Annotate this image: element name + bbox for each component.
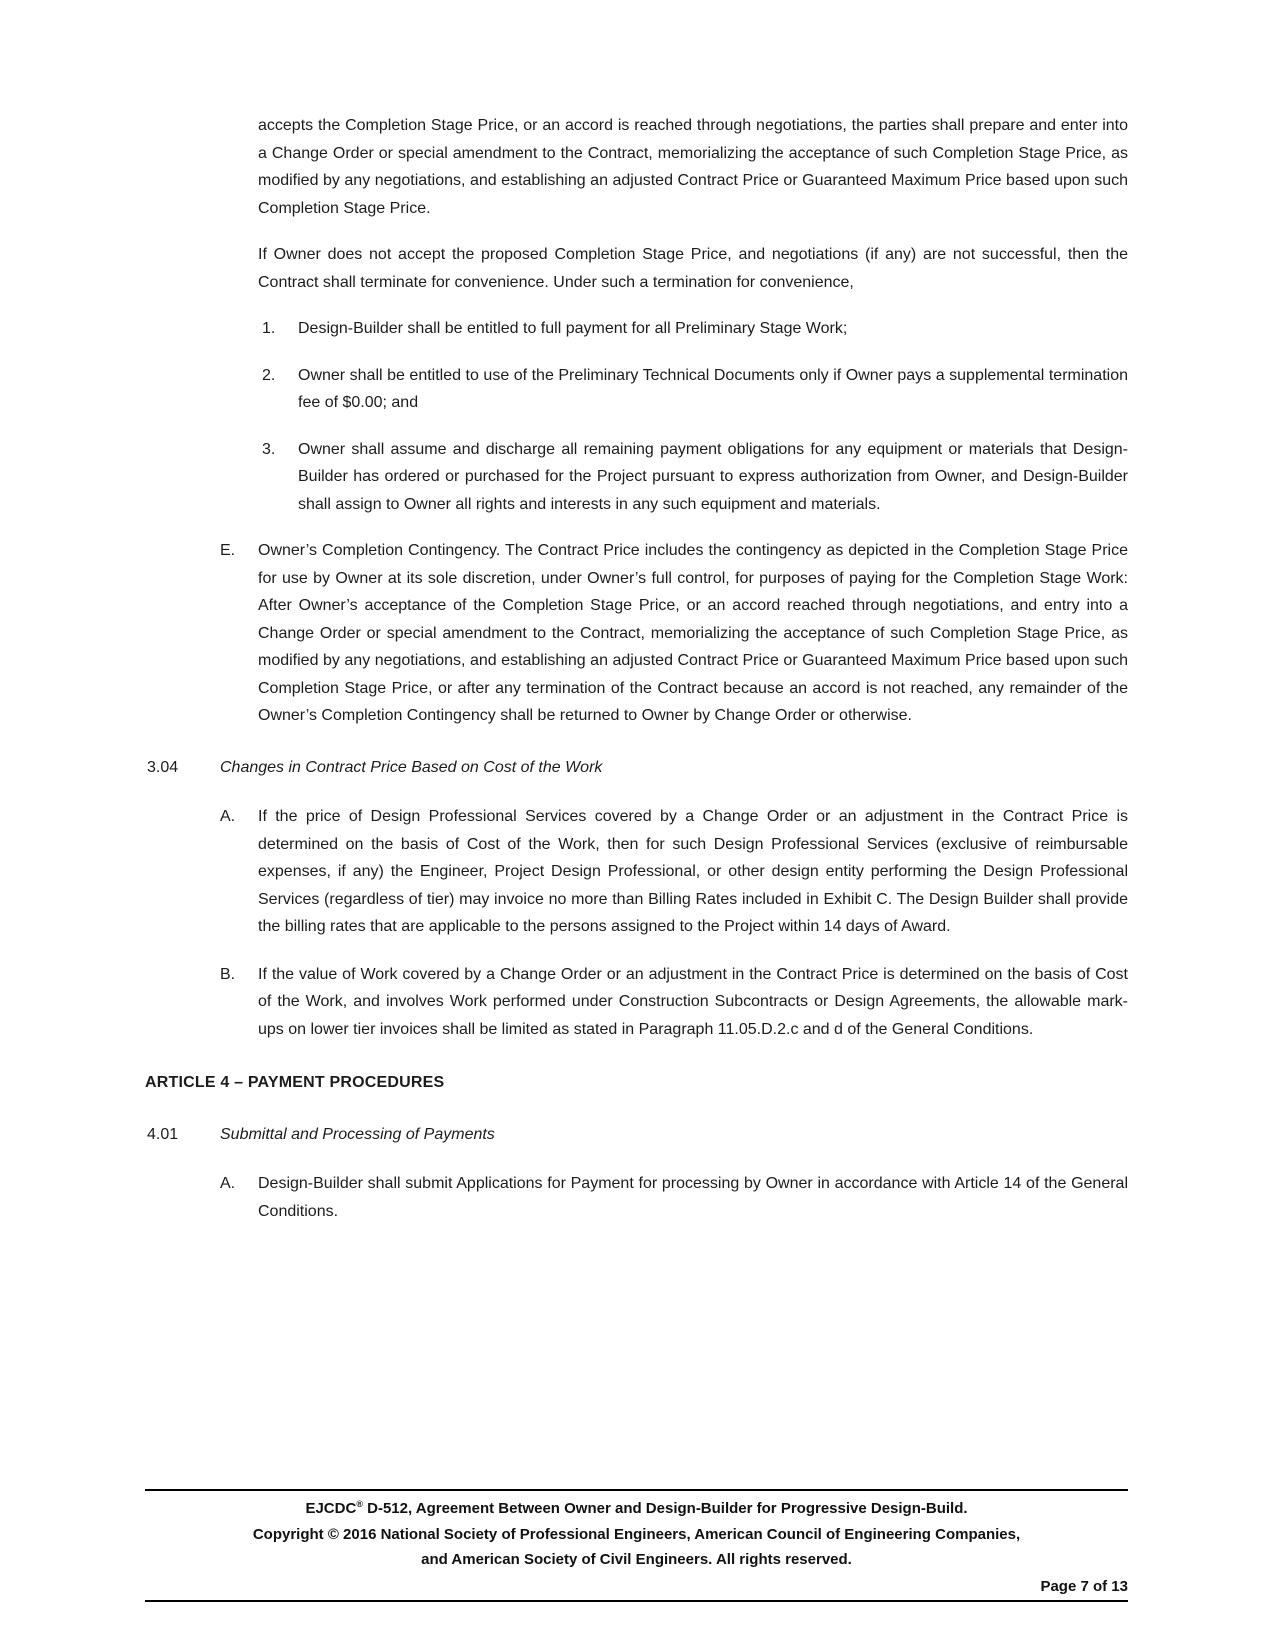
letter-item-e-text: Owner’s Completion Contingency. The Contract Price includes the contingency as depicted in the Completion Stage Price for use by Owner at its sole discretion, under Owner’s full control, for purposes of paying for the Completion Stage Work: After Owner’s acceptance of the Completion Stage Price, or an accord reached through negotiations, and entry into a Change Order or special amendment to the Contract, memorializing the acceptance of such Completion Stage Price, as modified by any negotiations, and establishing an adjusted Contract Price or Guaranteed Maximum Price based upon such Completion Stage Price, or after any termination of the Contract because an accord is not reached, any remainder of the Owner’s Completion Contingency shall be returned to Owner by Change Order or otherwise. — [258, 542, 1128, 724]
letter-item-3-04-a-text: If the price of Design Professional Services covered by a Change Order or an adjustment in the Contract Price is determined on the basis of Cost of the Work, then for such Design Professional Services (exclusive of reimbursable expenses, if any) the Engineer, Project Design Professional, or other design entity performing the Design Professional Services (regardless of tier) may invoice no more than Billing Rates included in Exhibit C. The Design Builder shall provide the billing rates that are applicable to the persons assigned to the Project within 14 days of Award. — [258, 808, 1128, 935]
section-title-4-01: Submittal and Processing of Payments — [220, 1125, 495, 1143]
section-heading-3-04 — [147, 754, 1128, 782]
letter-item-3-04-a-marker: A. — [220, 808, 236, 825]
numbered-item-1-marker: 1. — [262, 320, 276, 337]
section-number-3-04: 3.04 — [147, 758, 179, 776]
document-content — [145, 112, 1128, 1245]
letter-item-4-01-a-marker: A. — [220, 1175, 236, 1192]
registered-trademark-symbol: ® — [356, 1499, 363, 1509]
numbered-item-2-text: Owner shall be entitled to use of the Preliminary Technical Documents only if Owner pays a supplemental termination fee of $0.00; and — [298, 366, 1128, 411]
letter-item-e — [145, 537, 1128, 730]
page-footer — [145, 1489, 1128, 1602]
numbered-item-1 — [145, 315, 1128, 343]
footer-rights-line: and American Society of Civil Engineers. All rights reserved. — [421, 1551, 852, 1568]
letter-item-4-01-a — [145, 1170, 1128, 1225]
numbered-item-3 — [145, 436, 1128, 519]
section-title-3-04: Changes in Contract Price Based on Cost of the Work — [220, 758, 603, 776]
article-4-heading: ARTICLE 4 – PAYMENT PROCEDURES — [145, 1074, 445, 1091]
numbered-item-3-marker: 3. — [262, 440, 276, 458]
letter-item-4-01-a-text: Design-Builder shall submit Applications for Payment for processing by Owner in accordance with Article 14 of the General Conditions. — [258, 1175, 1128, 1220]
footer-title-line — [145, 1496, 1128, 1522]
numbered-item-2 — [145, 362, 1128, 417]
letter-item-3-04-b — [145, 961, 1128, 1044]
letter-item-3-04-b-text: If the value of Work covered by a Change Order or an adjustment in the Contract Price is determined on the basis of Cost of the Work, and involves Work performed under Construction Subcontracts or Design Agreements, the allowable mark-ups on lower tier invoices shall be limited as stated in Paragraph 11.05.D.2.c and d of the General Conditions. — [258, 965, 1128, 1038]
numbered-item-3-text: Owner shall assume and discharge all remaining payment obligations for any equipment or materials that Design-Builder has ordered or purchased for the Project pursuant to express authorization from Owner, and Design-Builder shall assign to Owner all rights and interests in any such equipment and materials. — [298, 440, 1128, 513]
footer-copyright-line: Copyright © 2016 National Society of Professional Engineers, American Council of Engineering Companies, — [252, 1525, 1021, 1543]
letter-item-3-04-a — [145, 803, 1128, 941]
numbered-item-2-marker: 2. — [262, 366, 276, 384]
numbered-item-1-text: Design-Builder shall be entitled to full payment for all Preliminary Stage Work; — [298, 320, 848, 337]
paragraph-termination-for-convenience: If Owner does not accept the proposed Completion Stage Price, and negotiations (if any) are not successful, then the Contract shall terminate for convenience. Under such a termination for convenience, — [258, 246, 1128, 291]
footer-brand: EJCDC — [305, 1500, 357, 1517]
page-number: Page 7 of 13 — [145, 1574, 1128, 1603]
letter-item-e-marker: E. — [220, 542, 236, 559]
section-number-4-01: 4.01 — [147, 1125, 179, 1143]
letter-item-3-04-b-marker: B. — [220, 965, 236, 983]
paragraph-continuation: accepts the Completion Stage Price, or an accord is reached through negotiations, the parties shall prepare and enter into a Change Order or special amendment to the Contract, memorializing the acceptance of such Completion Stage Price, as modified by any negotiations, and establishing an adjusted Contract Price or Guaranteed Maximum Price based upon such Completion Stage Price. — [258, 117, 1128, 217]
footer-title-rest: D-512, Agreement Between Owner and Design-Builder for Progressive Design-Build. — [362, 1500, 968, 1517]
section-heading-4-01 — [147, 1121, 1128, 1149]
